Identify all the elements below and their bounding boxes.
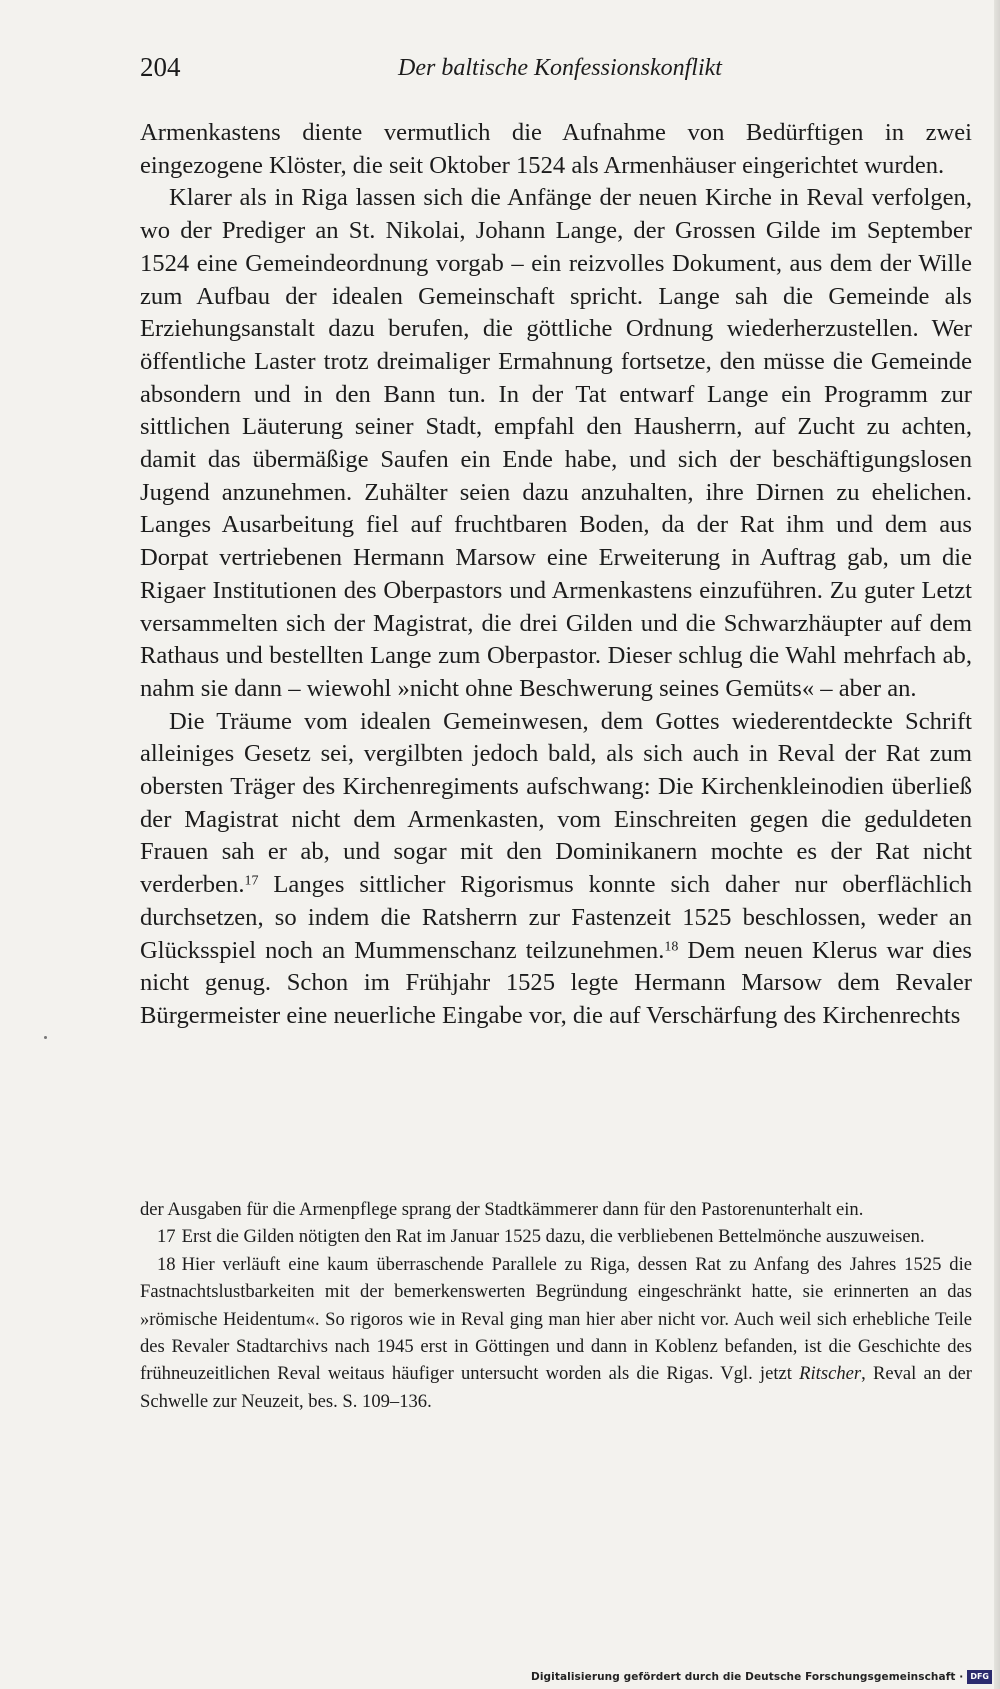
page-edge: [994, 0, 1000, 1689]
footnotes: [140, 1196, 972, 1415]
footnote-18-text-part-2: , Reval an der Schwelle zur Neuzeit, bes. S. 109–136.: [140, 1363, 972, 1412]
paragraph-2: Klarer als in Riga lassen sich die Anfänge der neuen Kirche in Reval verfolgen, wo der Prediger an St. Nikolai, Johann Lange, der Grossen Gilde im September 1524 eine Gemeindeordnung vorgab – ein reizvolles Dokument, aus dem der Wille zum Aufbau der idealen Gemeinschaft spricht. Lange sah die Gemeinde als Erziehungsanstalt dazu berufen, die göttliche Ordnung wiederherzustellen. Wer öffentliche Laster trotz dreimaliger Ermahnung fortsetze, den müsse die Gemeinde absondern und in den Bann tun. In der Tat entwarf Lange ein Programm zur sittlichen Läuterung seiner Stadt, empfahl den Hausherrn, auf Zucht zu achten, damit das übermäßige Saufen ein Ende habe, und sich der beschäftigungslosen Jugend anzunehmen. Zuhälter seien dazu anzuhalten, ihre Dirnen zu ehelichen. Langes Ausarbeitung fiel auf fruchtbaren Boden, da der Rat ihm und dem aus Dorpat vertriebenen Hermann Marsow eine Erweiterung in Auftrag gab, um die Rigaer Institutionen des Oberpastors und Armenkastens einzuführen. Zu guter Letzt versammelten sich der Magistrat, die drei Gilden und die Schwarzhäupter auf dem Rathaus und bestellten Lange zum Oberpastor. Dieser schlug die Wahl mehrfach ab, nahm sie dann – wiewohl »nicht ohne Beschwerung seines Gemüts« – aber an.: [140, 184, 972, 702]
paragraph-3-part-1: Die Träume vom idealen Gemeinwesen, dem Gottes wiederentdeckte Schrift alleiniges Gesetz sei, vergilbten jedoch bald, als sich auch in Reval der Rat zum obersten Träger des Kirchenregiments aufschwang: Die Kirchenkleinodien überließ der Magistrat nicht dem Armenkasten, vom Einschreiten gegen die geduldeten Frauen sah er ab, und sogar mit den Dominikanern mochte es der Rat nicht verderben.: [140, 707, 972, 899]
digitization-footer: [531, 1669, 992, 1685]
running-head: Der baltische Konfessionskonflikt: [398, 55, 722, 81]
page-header: [140, 52, 972, 92]
footnote-17: [140, 1223, 972, 1250]
footnote-18: [140, 1251, 972, 1415]
footnote-17-number: 17: [157, 1226, 176, 1248]
paragraph-1: Armenkastens diente vermutlich die Aufnahme von Bedürftigen in zwei eingezogene Klöster, die seit Oktober 1524 als Armenhäuser eingerichtet wurden.: [140, 119, 972, 179]
paragraph-3-part-3: Dem neuen Klerus war dies nicht genug. Schon im Frühjahr 1525 legte Hermann Marsow dem Revaler Bürgermeister eine neuerliche Eingabe vor, die auf Verschärfung des Kirchenrechts: [140, 936, 972, 1029]
paragraph-3: [140, 706, 972, 1033]
main-text: [140, 117, 972, 1033]
page-number: 204: [140, 52, 181, 82]
digitization-credit: Digitalisierung gefördert durch die Deutsche Forschungsgemeinschaft ·: [531, 1671, 964, 1683]
footnote-ref-18[interactable]: 18: [664, 938, 679, 954]
footnote-18-text-part-1: Hier verläuft eine kaum überraschende Parallele zu Riga, dessen Rat zu Anfang des Jahres 1525 die Fastnachtslustbarkeiten mit der bemerkenswerten Begründung eingeschränkt hatte, sie erinnerten an das »römische Heidentum«. So rigoros wie in Reval ging man hier aber nicht vor. Auch weil sich erhebliche Teile des Revaler Stadtarchivs nach 1945 erst in Göttingen und dann in Koblenz befanden, ist die Geschichte des frühneuzeitlichen Reval weitaus häufiger untersucht worden als die Rigas. Vgl. jetzt: [140, 1253, 972, 1385]
footnote-17-text: Erst die Gilden nötigten den Rat im Januar 1525 dazu, die verbliebenen Bettelmönche auszuweisen.: [181, 1226, 925, 1248]
dfg-logo: DFG: [967, 1670, 992, 1684]
footnote-18-author: Ritscher: [799, 1363, 862, 1385]
margin-speck: [44, 1036, 47, 1039]
paragraph-3-part-2: Langes sittlicher Rigorismus konnte sich daher nur oberflächlich durchsetzen, so indem die Ratsherrn zur Fastenzeit 1525 beschlossen, weder an Glücksspiel noch an Mummenschanz teilzunehmen.: [140, 871, 972, 964]
footnote-18-number: 18: [157, 1253, 176, 1275]
footnote-ref-17[interactable]: 17: [244, 873, 259, 889]
footnote-continued: der Ausgaben für die Armenpflege sprang der Stadtkämmerer dann für den Pastorenunterhalt ein.: [140, 1199, 864, 1220]
